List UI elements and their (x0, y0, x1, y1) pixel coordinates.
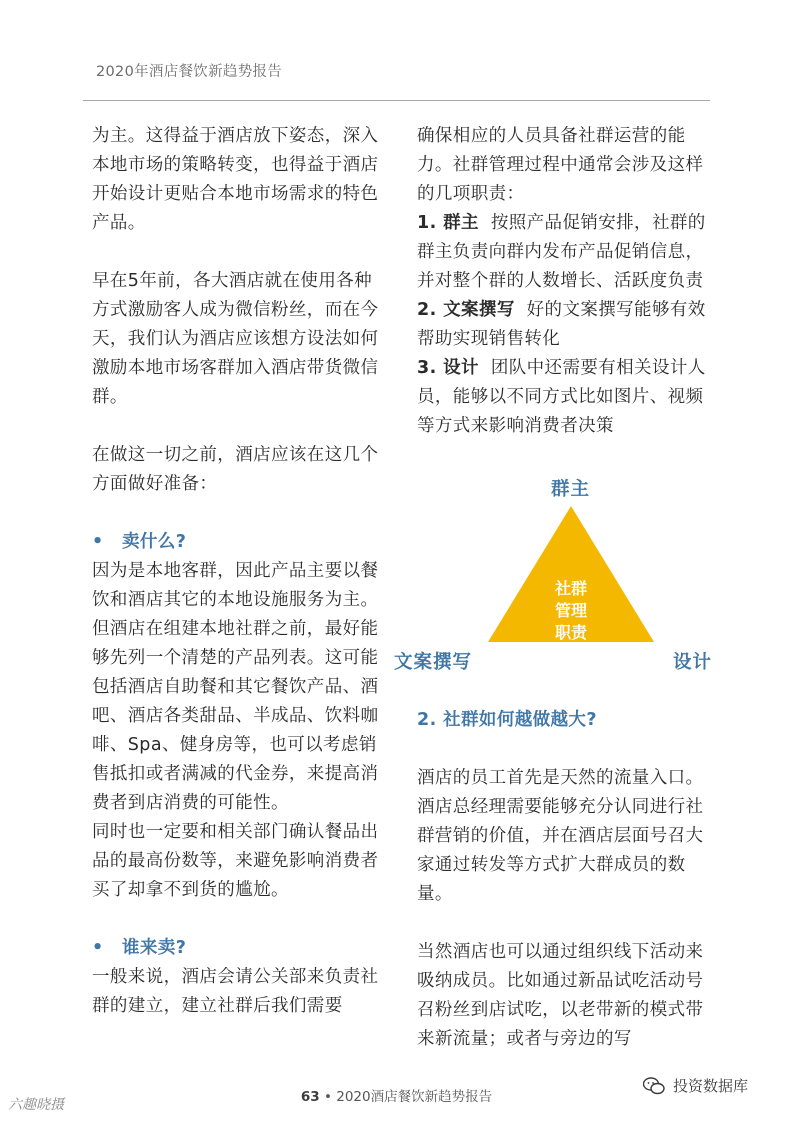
role-item (417, 209, 707, 296)
wechat-icon (643, 1077, 665, 1095)
paragraph: 为主。这得益于酒店放下姿态，深入本地市场的策略转变，也得益于酒店开始设计更贴合本地市场需求的特色产品。 (92, 126, 379, 233)
running-header: 2020年酒店餐饮新趋势报告 (96, 64, 283, 80)
bullet-heading-who-sells (92, 934, 382, 963)
footer-title: 2020酒店餐饮新趋势报告 (336, 1089, 493, 1105)
diagram-label-design: 设计 (673, 652, 713, 673)
paragraph: 酒店的员工首先是天然的流量入口。酒店总经理需要能够充分认同进行社群营销的价值，并在酒店层面号召大家通过转发等方式扩大群成员的数量。 (417, 768, 704, 904)
paragraph: 在做这一切之前，酒店应该在这几个方面做好准备： (92, 445, 379, 494)
right-column-lower (417, 706, 707, 1054)
watermark-text: 投资数据库 (673, 1077, 749, 1095)
role-text: 团队中还需要有相关设计人员，能够以不同方式比如图片、视频等方式来影响消费者决策 (417, 358, 706, 436)
watermark-right (643, 1075, 748, 1096)
page-number: 63 (300, 1089, 320, 1105)
role-item (417, 354, 707, 441)
paragraph: 同时也一定要和相关部门确认餐品出品的最高份数等，来避免影响消费者买了却拿不到货的尴尬。 (92, 822, 379, 900)
center-line: 职责 (554, 623, 587, 642)
role-term: 3. 设计 (417, 358, 479, 378)
header-rule (83, 100, 710, 101)
center-line: 社群 (554, 579, 587, 598)
paragraph: 确保相应的人员具备社群运营的能力。社群管理过程中通常会涉及这样的几项职责： (417, 126, 704, 204)
bullet-marker: • (92, 938, 104, 958)
paragraph: 一般来说，酒店会请公关部来负责社群的建立，建立社群后我们需要 (92, 967, 379, 1016)
bullet-title: 卖什么? (122, 532, 187, 552)
paragraph: 因为是本地客群，因此产品主要以餐饮和酒店其它的本地设施服务为主。但酒店在组建本地社群之前，最好能够先列一个清楚的产品列表。这可能包括酒店自助餐和其它餐饮产品、酒吧、酒店各类甜品、半成品、饮料咖啡、Spa、健身房等，也可以考虑销售抵扣或者满减的代金券，来提高消费者到店消费的可能性。 (92, 561, 379, 813)
role-text: 按照产品促销安排，社群的群主负责向群内发布产品促销信息，并对整个群的人数增长、活跃度负责 (417, 213, 706, 291)
role-term: 2. 文案撰写 (417, 300, 515, 320)
diagram-label-group-owner: 群主 (551, 479, 591, 500)
right-column (417, 122, 707, 441)
role-term: 1. 群主 (417, 213, 479, 233)
community-roles-diagram (388, 472, 728, 682)
bullet-title: 谁来卖? (122, 938, 187, 958)
left-column (92, 122, 382, 1021)
bullet-heading-what-to-sell (92, 528, 382, 557)
role-item (417, 296, 707, 354)
watermark-left: 六趣晓摄 (8, 1097, 64, 1113)
footer-separator: • (319, 1089, 337, 1105)
center-line: 管理 (554, 601, 587, 620)
diagram-label-copywriting: 文案撰写 (394, 652, 473, 673)
paragraph: 早在5年前，各大酒店就在使用各种方式激励客人成为微信粉丝，而在今天，我们认为酒店应该想方设法如何激励本地市场客群加入酒店带货微信群。 (92, 271, 379, 407)
diagram-center-text (540, 578, 602, 644)
paragraph: 当然酒店也可以通过组织线下活动来吸纳成员。比如通过新品试吃活动号召粉丝到店试吃，以老带新的模式带来新流量；或者与旁边的写 (417, 942, 704, 1049)
role-text: 好的文案撰写能够有效帮助实现销售转化 (417, 300, 706, 349)
section-heading: 2. 社群如何越做越大? (417, 710, 597, 730)
bullet-marker: • (92, 532, 104, 552)
